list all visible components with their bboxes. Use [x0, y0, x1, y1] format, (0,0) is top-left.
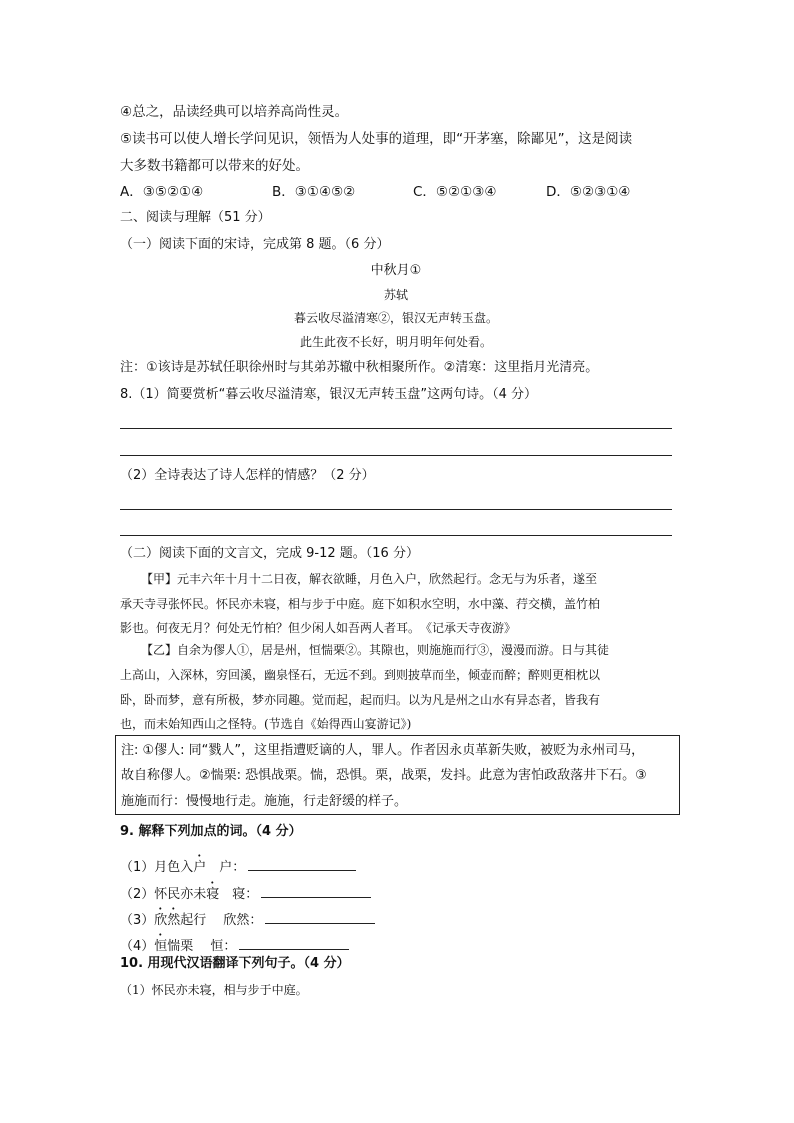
q10-item-1: （1）怀民亦未寝，相与步于中庭。 [120, 983, 308, 997]
q9-item-text: 寝： [219, 887, 259, 902]
q9-item-3 [120, 905, 375, 928]
jia-passage-line1: 【甲】元丰六年十月十二日夜，解衣欲睡，月色入户，欣然起行。念无与为乐者，遂至 [141, 572, 598, 586]
answer-line [120, 535, 672, 536]
q9-item-text: 户： [206, 860, 246, 875]
section-heading: 二、阅读与理解（51 分） [120, 210, 271, 225]
poem-title: 中秋月① [370, 263, 422, 278]
q9-item-text: 惴栗 恒： [167, 939, 237, 954]
q9-item-text: （3） [120, 913, 155, 928]
annotation-line1: 注: ①僇人: 同“戮人”，这里指遭贬谪的人，罪人。作者因永贞革新失败，被贬为永州司马， [121, 743, 645, 758]
yi-passage-line2: 上高山，入深林，穷回溪，幽泉怪石，无远不到。到则披草而坐，倾壶而醉；醉则更相枕以 [120, 668, 601, 682]
dotted-word: 户 [193, 860, 207, 875]
part1-instruction: （一）阅读下面的宋诗，完成第 8 题。（6 分） [120, 237, 390, 252]
yi-passage-line4: 也，而未始知西山之怪特。(节选自《始得西山宴游记》) [120, 717, 412, 731]
dotted-word: 欣然 [154, 913, 181, 928]
poem-note: 注：①该诗是苏轼任职徐州时与其弟苏辙中秋相聚所作。②清寒：这里指月光清亮。 [120, 360, 599, 375]
part2-instruction: （二）阅读下面的文言文，完成 9-12 题。（16 分） [120, 546, 419, 561]
answer-line [120, 428, 672, 429]
answer-blank[interactable] [261, 885, 371, 898]
option-b: B．③①④⑤② [272, 184, 356, 200]
poem-line-1: 暮云收尽溢清寒②，银汉无声转玉盘。 [293, 311, 498, 325]
option-a: A．③⑤②①④ [120, 184, 204, 200]
poem-author: 苏轼 [383, 288, 408, 302]
q9-item-1 [120, 852, 356, 875]
dotted-word: 恒 [154, 939, 168, 954]
yi-passage-line1: 【乙】自余为僇人①，居是州，恒惴栗②。其隙也，则施施而行③，漫漫而游。日与其徒 [141, 643, 610, 657]
q9-item-text: （1）月色入 [120, 860, 194, 875]
jia-passage-line3: 影也。何夜无月？何处无竹柏？但少闲人如吾两人者耳。 《记承天寺夜游》 [120, 621, 517, 635]
question-8-1: 8.（1）简要赏析“暮云收尽溢清寒，银汉无声转玉盘”这两句诗。（4 分） [120, 387, 538, 402]
jia-passage-line2: 承天寺寻张怀民。怀民亦未寝，相与步于中庭。庭下如积水空明，水中藻、荇交横，盖竹柏 [120, 597, 601, 611]
dotted-word: 寝 [206, 887, 220, 902]
yi-passage-line3: 卧，卧而梦，意有所极，梦亦同趣。觉而起，起而归。以为凡是州之山水有异态者，皆我有 [120, 693, 601, 707]
q9-item-2 [120, 879, 371, 902]
q9-item-text: （2）怀民亦未 [120, 887, 207, 902]
question-9-heading: 9. 解释下列加点的词。（4 分） [120, 824, 302, 839]
answer-line [120, 509, 672, 510]
question-8-2: （2）全诗表达了诗人怎样的情感？（2 分） [120, 468, 375, 483]
option-d: D．⑤②③①④ [546, 184, 631, 200]
answer-blank[interactable] [265, 911, 375, 924]
q9-item-4 [120, 931, 349, 954]
q9-item-text: （4） [120, 939, 155, 954]
q9-item-text: 起行 欣然： [180, 913, 263, 928]
option-c: C．⑤②①③④ [413, 184, 497, 200]
answer-line [120, 455, 672, 456]
item-5-text-line2: 大多数书籍都可以带来的好处。 [120, 158, 309, 174]
poem-line-2: 此生此夜不长好，明月明年何处看。 [299, 335, 492, 349]
question-10-heading: 10. 用现代汉语翻译下列句子。（4 分） [120, 956, 350, 971]
annotation-box [115, 735, 680, 815]
answer-blank[interactable] [248, 858, 356, 871]
item-5-text-line1: ⑤读书可以使人增长学问见识，领悟为人处事的道理，即“开茅塞，除鄙见”，这是阅读 [120, 131, 633, 147]
annotation-line3: 施施而行：慢慢地行走。施施，行走舒缓的样子。 [121, 794, 408, 809]
item-4-text: ④总之，品读经典可以培养高尚性灵。 [120, 104, 349, 120]
annotation-line2: 故自称僇人。②惴栗: 恐惧战栗。惴，恐惧。栗，战栗，发抖。此意为害怕政敌落井下石。③ [121, 768, 647, 783]
answer-blank[interactable] [239, 937, 349, 950]
